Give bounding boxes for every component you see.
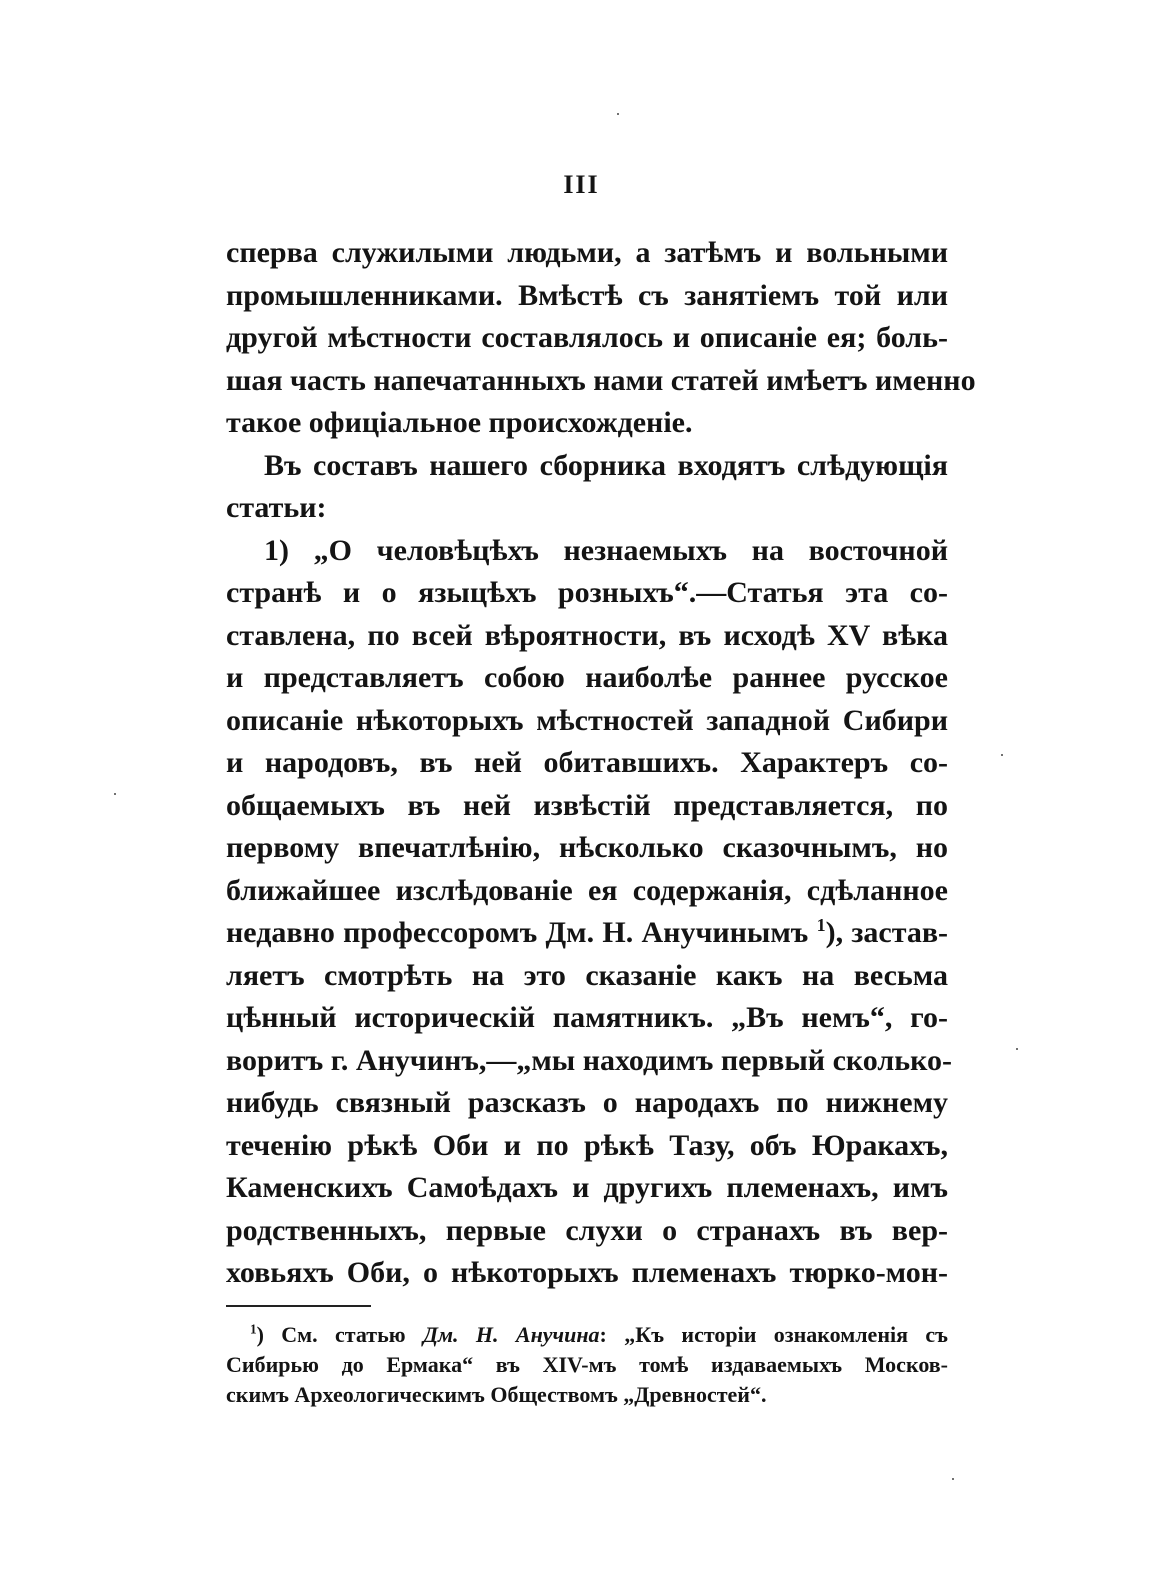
text-fragment: недавно профессоромъ Дм. Н. Анучинымъ (226, 916, 809, 949)
text-line: Каменскихъ Самоѣдахъ и другихъ племенахъ, имъ (226, 1171, 948, 1204)
text-line: цѣнный историческій памятникъ. „Въ немъ“, го- (226, 1001, 948, 1034)
scan-speck (617, 113, 619, 115)
text-line: ляетъ смотрѣть на это сказаніе какъ на весьма (226, 958, 948, 992)
footnote-line: скимъ Археологическимъ Обществомъ „Древностей“. (226, 1382, 767, 1407)
text-line: такое офиціальное происхожденіе. (226, 406, 693, 439)
text-line: другой мѣстности составлялось и описаніе ея; боль- (226, 321, 948, 354)
text-line: промышленниками. Вмѣстѣ съ занятіемъ той или (226, 278, 948, 312)
scan-speck (952, 1478, 954, 1480)
footnote-author: Дм. Н. Анучина (422, 1322, 600, 1347)
text-line: теченію рѣкѣ Оби и по рѣкѣ Тазу, объ Юракахъ, (226, 1128, 948, 1162)
text-line: родственныхъ, первые слухи о странахъ въ вер- (226, 1213, 948, 1247)
text-line: ставлена, по всей вѣроятности, въ исходѣ XV вѣка (226, 618, 948, 652)
text-line-with-footnote-ref (226, 912, 948, 955)
text-line: странѣ и о языцѣхъ розныхъ“.—Статья эта со- (226, 576, 948, 609)
text-line: нибудь связный разсказъ о народахъ по нижнему (226, 1086, 948, 1119)
scan-speck (1016, 1048, 1018, 1050)
text-line: общаемыхъ въ ней извѣстій представляется, по (226, 788, 948, 822)
text-line: 1) „О человѣцѣхъ незнаемыхъ на восточной (264, 533, 948, 567)
scan-speck (114, 793, 116, 795)
text-line: Въ составъ нашего сборника входятъ слѣдующія (264, 448, 948, 482)
scan-speck (1001, 754, 1003, 756)
footnote-line: Сибирью до Ермака“ въ XIV-мъ томѣ издаваемыхъ Москов- (226, 1352, 948, 1377)
footnote-marker: 1 (250, 1321, 257, 1337)
text-line: воритъ г. Анучинъ,—„мы находимъ первый сколько- (226, 1043, 952, 1077)
text-line: сперва служилыми людьми, а затѣмъ и вольными (226, 236, 948, 269)
footnote-divider (226, 1305, 371, 1307)
text-line: ближайшее изслѣдованіе ея содержанія, сдѣланное (226, 873, 948, 907)
footnote (226, 1320, 948, 1410)
footnote-text: ) См. статью (256, 1322, 423, 1347)
footnote-reference: 1 (816, 915, 826, 935)
text-fragment: ), застав- (825, 916, 949, 949)
text-line: ховьяхъ Оби, о нѣкоторыхъ племенахъ тюрко-мон- (226, 1256, 948, 1289)
text-line: статьи: (226, 491, 327, 524)
footnote-text: : „Къ исторіи ознакомленія съ (599, 1322, 948, 1347)
text-line: и представляетъ собою наиболѣе раннее русское (226, 661, 948, 694)
page-number: III (563, 170, 600, 199)
text-line: и народовъ, въ ней обитавшихъ. Характеръ со- (226, 746, 948, 779)
footnote-line (226, 1320, 948, 1350)
text-line: описаніе нѣкоторыхъ мѣстностей западной Сибири (226, 703, 948, 737)
body-text (226, 232, 976, 1295)
text-line: первому впечатлѣнію, нѣсколько сказочнымъ, но (226, 831, 948, 864)
text-line: шая часть напечатанныхъ нами статей имѣетъ именно (226, 363, 976, 397)
